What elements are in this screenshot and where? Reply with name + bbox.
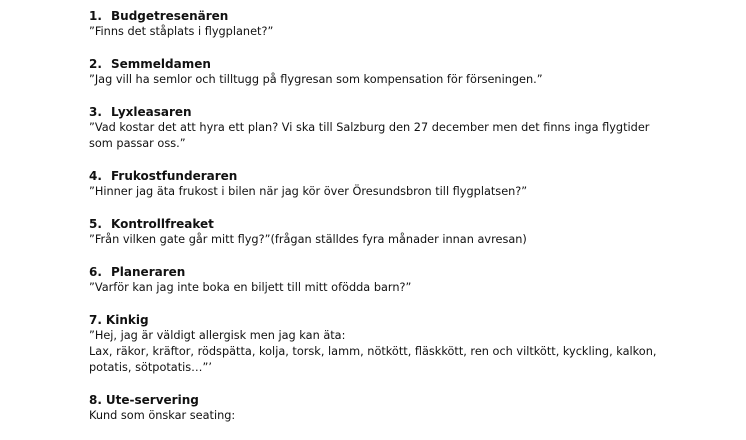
item-title: Kinkig <box>105 313 149 327</box>
item-title: Lyxleasaren <box>111 105 192 119</box>
item-quote: ”Varför kan jag inte boka en biljett till mitt ofödda barn?” <box>89 281 412 294</box>
item-heading <box>89 8 709 24</box>
item-title: Semmeldamen <box>111 57 211 71</box>
item-number: 7. <box>89 313 102 327</box>
item-quote: som passar oss.” <box>89 137 186 150</box>
list-item <box>89 216 709 248</box>
item-quote: ”Från vilken gate går mitt flyg?”(frågan ställdes fyra månader innan avresan) <box>89 233 527 246</box>
item-quote: Kund som önskar seating: <box>89 409 236 422</box>
item-heading <box>89 264 709 280</box>
item-title: Frukostfunderaren <box>111 169 238 183</box>
item-number: 4. <box>89 169 102 183</box>
list-item <box>89 312 709 376</box>
item-quote: ”Hej, jag är väldigt allergisk men jag kan äta: <box>89 329 346 342</box>
list-item <box>89 104 709 152</box>
list-item <box>89 8 709 40</box>
item-quote: ”Jag vill ha semlor och tilltugg på flygresan som kompensation för förseningen.” <box>89 73 543 86</box>
document-body <box>89 8 709 440</box>
item-quote: potatis, sötpotatis…”’ <box>89 361 212 374</box>
item-title: Kontrollfreaket <box>111 217 214 231</box>
item-quote: ”Vad kostar det att hyra ett plan? Vi ska till Salzburg den 27 december men det finns inga flygtider <box>89 121 650 134</box>
item-heading <box>89 104 709 120</box>
item-number: 8. <box>89 393 102 407</box>
item-title: Budgetresenären <box>111 9 229 23</box>
item-title: Planeraren <box>111 265 186 279</box>
item-number: 6. <box>89 265 102 279</box>
list-item <box>89 56 709 88</box>
item-heading <box>89 216 709 232</box>
list-item <box>89 392 709 424</box>
item-number: 1. <box>89 9 102 23</box>
item-quote: ”Hinner jag äta frukost i bilen när jag kör över Öresundsbron till flygplatsen?” <box>89 185 528 198</box>
item-heading <box>89 392 709 408</box>
item-title: Ute-servering <box>105 393 199 407</box>
list-item <box>89 168 709 200</box>
item-number: 3. <box>89 105 102 119</box>
item-quote: Lax, räkor, kräftor, rödspätta, kolja, torsk, lamm, nötkött, fläskkött, ren och viltkött, kyckling, kalkon, <box>89 345 657 358</box>
list-item <box>89 264 709 296</box>
item-number: 5. <box>89 217 102 231</box>
item-heading <box>89 56 709 72</box>
item-number: 2. <box>89 57 102 71</box>
item-quote: ”Finns det ståplats i flygplanet?” <box>89 25 274 38</box>
item-heading <box>89 168 709 184</box>
item-heading <box>89 312 709 328</box>
